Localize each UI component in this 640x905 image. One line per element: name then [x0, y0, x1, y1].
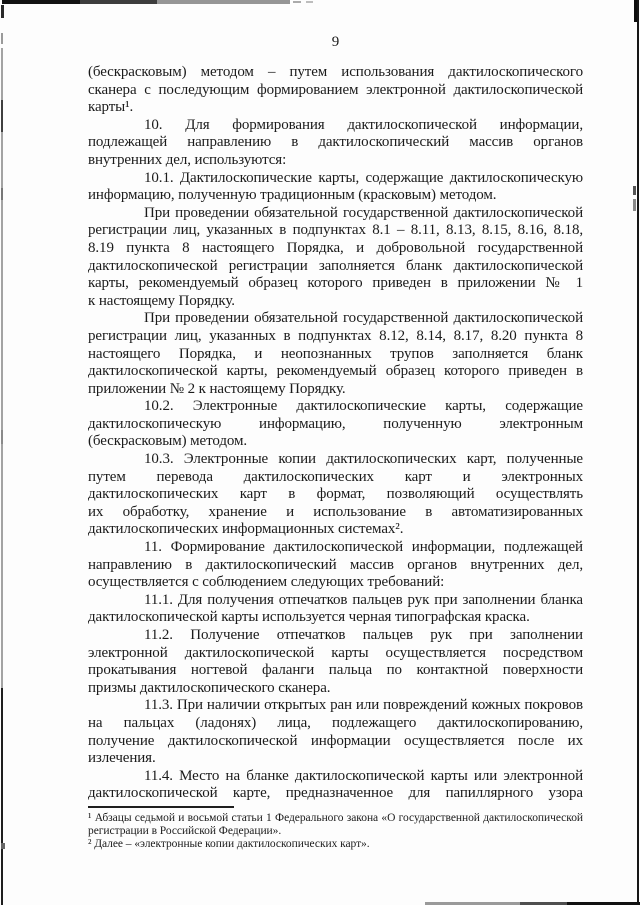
scan-artifact-left-edge [1, 48, 3, 688]
scan-artifact-top-dash [293, 1, 301, 3]
page-number: 9 [331, 34, 340, 50]
text-line: их обработку, хранение и использование в автоматизированных [88, 503, 583, 520]
paragraph [88, 539, 583, 592]
footnote [88, 838, 583, 851]
text-line: 11. Формирование дактилоскопической информации, подлежащей [144, 539, 583, 556]
text-line: дактилоскопической карты используется черная типографская краска. [88, 609, 530, 626]
text-line: 10.2. Электронные дактилоскопические карты, содержащие [144, 398, 583, 415]
text-line: 11.2. Получение отпечатков пальцев рук при заполнении [144, 627, 583, 643]
text-line: получение дактилоскопической информации осуществляется после их [88, 732, 583, 749]
scan-artifact-left-tick [1, 843, 5, 849]
text-line: к настоящему Порядку. [88, 292, 235, 309]
text-line: направлению в дактилоскопический массив органов внутренних дел, [88, 556, 583, 573]
text-line: путем перевода дактилоскопических карт и электронных [88, 468, 583, 485]
text-line: 10. Для формирования дактилоскопической информации, [144, 116, 583, 133]
text-line: (бескрасковым) методом – путем использования дактилоскопического [88, 64, 583, 80]
text-line: дактилоскопической карты, рекомендуемый образец которого приведен в [88, 363, 583, 380]
text-line: призмы дактилоскопического сканера. [88, 679, 331, 696]
scan-artifact-left-dash [1, 188, 3, 200]
text-line: электронной дактилоскопической карты осуществляется посредством [88, 644, 583, 661]
text-line: 11.4. Место на бланке дактилоскопической карты или электронной [144, 767, 583, 784]
paragraph [88, 398, 583, 451]
paragraph [88, 627, 583, 697]
scan-artifact-right-tick [633, 186, 636, 195]
text-line: При проведении обязательной государственной дактилоскопической [144, 310, 583, 327]
paragraph [88, 64, 583, 117]
scan-artifact-left-tick [1, 5, 4, 18]
document-body [88, 64, 583, 803]
scan-artifact-right-edge [637, 0, 639, 905]
text-line: приложении № 2 к настоящему Порядку. [88, 380, 346, 397]
text-line: (бескрасковым) методом. [88, 433, 248, 450]
text-line: дактилоскопических карт в формат, позволяющий осуществлять [88, 486, 583, 503]
paragraph [88, 310, 583, 398]
text-line: сканера с последующим формированием электронной дактилоскопической [88, 81, 583, 98]
paragraph [88, 592, 583, 627]
paragraph [88, 451, 583, 539]
text-line: дактилоскопической регистрации заполняется бланк дактилоскопической [88, 257, 583, 274]
text-line: 8.19 пункта 8 настоящего Порядка, и добровольной государственной [88, 239, 583, 256]
text-line: внутренних дел, используются: [88, 151, 287, 168]
text-line: регистрации лиц, указанных в подпунктах 8.1 – 8.11, 8.13, 8.15, 8.16, 8.18, [88, 222, 583, 239]
text-line: карты¹. [88, 99, 134, 116]
text-line: 11.1. Для получения отпечатков пальцев рук при заполнении бланка [144, 591, 583, 608]
text-line: прокатывания ногтевой фаланги пальца по контактной поверхности [88, 662, 583, 679]
footnote-separator [88, 806, 234, 808]
text-line: дактилоскопическую информацию, полученную электронным [88, 415, 583, 432]
text-line: регистрации лиц, указанных в подпунктах 8.12, 8.14, 8.17, 8.20 пункта 8 [88, 327, 583, 344]
text-line: 10.1. Дактилоскопические карты, содержащие дактилоскопическую [144, 169, 583, 186]
scan-artifact-top-dash [306, 1, 313, 3]
text-line: подлежащей направлению в дактилоскопический массив органов [88, 134, 583, 151]
footnote [88, 812, 583, 838]
text-line: дактилоскопической карте, предназначенное для папиллярного узора [88, 785, 583, 802]
text-line: на пальцах (ладонях) лица, подлежащего дактилоскопированию, [88, 714, 583, 731]
paragraph [88, 768, 583, 803]
text-line: 10.3. Электронные копии дактилоскопических карт, полученные [144, 451, 583, 468]
scan-artifact-top-bar [2, 0, 314, 4]
text-line: карты, рекомендуемый образец которого приведен в приложении № 1 [88, 275, 583, 292]
scan-artifact-right-tick [633, 199, 636, 211]
text-line: дактилоскопических информационных системах². [88, 521, 404, 538]
text-line: информацию, полученную традиционным (красковым) методом. [88, 187, 497, 204]
scan-artifact-left-dash [1, 430, 3, 444]
scan-artifact-left-tick [1, 100, 3, 132]
scan-artifact-left-edge [1, 688, 3, 905]
text-line: настоящего Порядка, и неопознанных трупов заполняется бланк [88, 345, 583, 362]
footnote-line: ¹ Абзацы седьмой и восьмой статьи 1 Федерального закона «О государственной дактилоскопической [88, 812, 583, 824]
text-line: При проведении обязательной государственной дактилоскопической [144, 204, 583, 221]
footnote-line: регистрации в Российской Федерации». [88, 825, 282, 837]
paragraph [88, 117, 583, 170]
text-line: излечения. [88, 750, 156, 767]
text-line: осуществляется с соблюдением следующих требований: [88, 574, 445, 591]
text-line: 11.3. При наличии открытых ран или повреждений кожных покровов [144, 697, 583, 714]
scan-artifact-left-dash [1, 33, 3, 44]
footnote-line: ² Далее – «электронные копии дактилоскопических карт». [88, 838, 370, 850]
footnotes [88, 812, 583, 851]
paragraph [88, 205, 583, 311]
paragraph [88, 697, 583, 767]
paragraph [88, 170, 583, 205]
